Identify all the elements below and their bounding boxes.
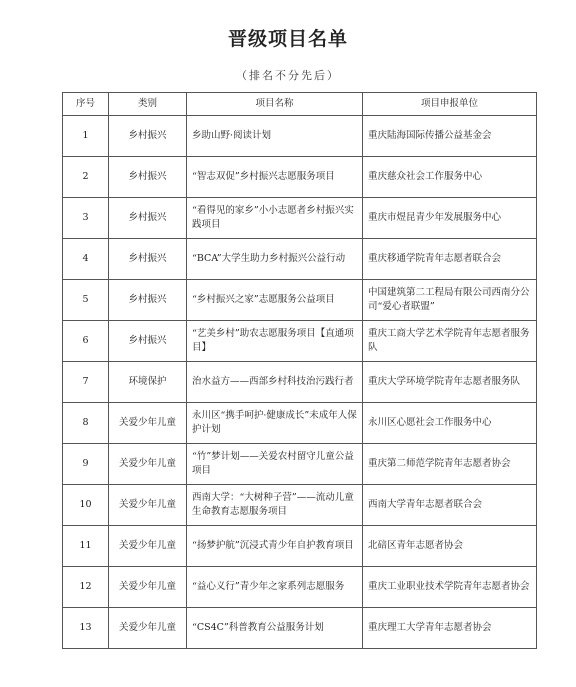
cell-no: 9 <box>63 444 109 485</box>
cell-project: 永川区“携手呵护·健康成长”未成年人保护计划 <box>187 403 363 444</box>
cell-category: 关爱少年儿童 <box>109 526 187 567</box>
page-subtitle: （排名不分先后） <box>236 69 340 82</box>
table-row <box>63 444 537 485</box>
roster-table-container <box>62 92 530 649</box>
header-no: 序号 <box>63 93 109 116</box>
cell-category: 关爱少年儿童 <box>109 567 187 608</box>
cell-category: 乡村振兴 <box>109 116 187 157</box>
table-row <box>63 321 537 362</box>
table-row <box>63 485 537 526</box>
cell-org: 重庆大学环境学院青年志愿者服务队 <box>363 362 537 403</box>
cell-project: “益心义行”青少年之家系列志愿服务 <box>187 567 363 608</box>
cell-category: 关爱少年儿童 <box>109 444 187 485</box>
header-category: 类别 <box>109 93 187 116</box>
table-row <box>63 157 537 198</box>
table-body <box>63 116 537 649</box>
cell-org: 重庆陆海国际传播公益基金会 <box>363 116 537 157</box>
cell-category: 乡村振兴 <box>109 239 187 280</box>
cell-no: 3 <box>63 198 109 239</box>
cell-no: 6 <box>63 321 109 362</box>
cell-org: 重庆工商大学艺术学院青年志愿者服务队 <box>363 321 537 362</box>
table-row <box>63 403 537 444</box>
table-row <box>63 362 537 403</box>
cell-category: 乡村振兴 <box>109 157 187 198</box>
cell-project: 治水益方——西部乡村科技治污践行者 <box>187 362 363 403</box>
cell-project: “扬梦护航”沉浸式青少年自护教育项目 <box>187 526 363 567</box>
cell-project: “艺美乡村”助农志愿服务项目【直通项目】 <box>187 321 363 362</box>
cell-no: 1 <box>63 116 109 157</box>
header-project: 项目名称 <box>187 93 363 116</box>
table-row <box>63 608 537 649</box>
cell-no: 12 <box>63 567 109 608</box>
table-header-row <box>63 93 537 116</box>
cell-project: 乡助山野·阅读计划 <box>187 116 363 157</box>
page-title: 晋级项目名单 <box>227 28 348 50</box>
cell-no: 4 <box>63 239 109 280</box>
cell-category: 乡村振兴 <box>109 321 187 362</box>
cell-project: “看得见的家乡”小小志愿者乡村振兴实践项目 <box>187 198 363 239</box>
cell-project: “乡村振兴之家”志愿服务公益项目 <box>187 280 363 321</box>
cell-org: 永川区心愿社会工作服务中心 <box>363 403 537 444</box>
cell-no: 8 <box>63 403 109 444</box>
cell-org: 中国建筑第二工程局有限公司西南分公司“爱心者联盟” <box>363 280 537 321</box>
cell-org: 重庆市煜昆青少年发展服务中心 <box>363 198 537 239</box>
roster-table <box>62 92 537 649</box>
cell-no: 7 <box>63 362 109 403</box>
cell-project: “智志双促”乡村振兴志愿服务项目 <box>187 157 363 198</box>
table-row <box>63 526 537 567</box>
cell-no: 2 <box>63 157 109 198</box>
cell-category: 关爱少年儿童 <box>109 403 187 444</box>
cell-org: 重庆工业职业技术学院青年志愿者协会 <box>363 567 537 608</box>
cell-no: 11 <box>63 526 109 567</box>
cell-org: 重庆第二师范学院青年志愿者协会 <box>363 444 537 485</box>
table-row <box>63 280 537 321</box>
cell-project: “CS4C”科普教育公益服务计划 <box>187 608 363 649</box>
header-org: 项目申报单位 <box>363 93 537 116</box>
cell-category: 关爱少年儿童 <box>109 485 187 526</box>
table-row <box>63 198 537 239</box>
cell-category: 环境保护 <box>109 362 187 403</box>
cell-category: 乡村振兴 <box>109 280 187 321</box>
table-row <box>63 567 537 608</box>
cell-category: 关爱少年儿童 <box>109 608 187 649</box>
cell-org: 重庆理工大学青年志愿者协会 <box>363 608 537 649</box>
cell-no: 13 <box>63 608 109 649</box>
cell-project: 西南大学：“大树种子营”——流动儿童生命教育志愿服务项目 <box>187 485 363 526</box>
cell-org: 重庆慈众社会工作服务中心 <box>363 157 537 198</box>
table-row <box>63 239 537 280</box>
cell-no: 10 <box>63 485 109 526</box>
table-row <box>63 116 537 157</box>
cell-org: 西南大学青年志愿者联合会 <box>363 485 537 526</box>
cell-org: 北碚区青年志愿者协会 <box>363 526 537 567</box>
cell-org: 重庆移通学院青年志愿者联合会 <box>363 239 537 280</box>
cell-project: “竹”梦计划——关爱农村留守儿童公益项目 <box>187 444 363 485</box>
cell-no: 5 <box>63 280 109 321</box>
cell-category: 乡村振兴 <box>109 198 187 239</box>
cell-project: “BCA”大学生助力乡村振兴公益行动 <box>187 239 363 280</box>
